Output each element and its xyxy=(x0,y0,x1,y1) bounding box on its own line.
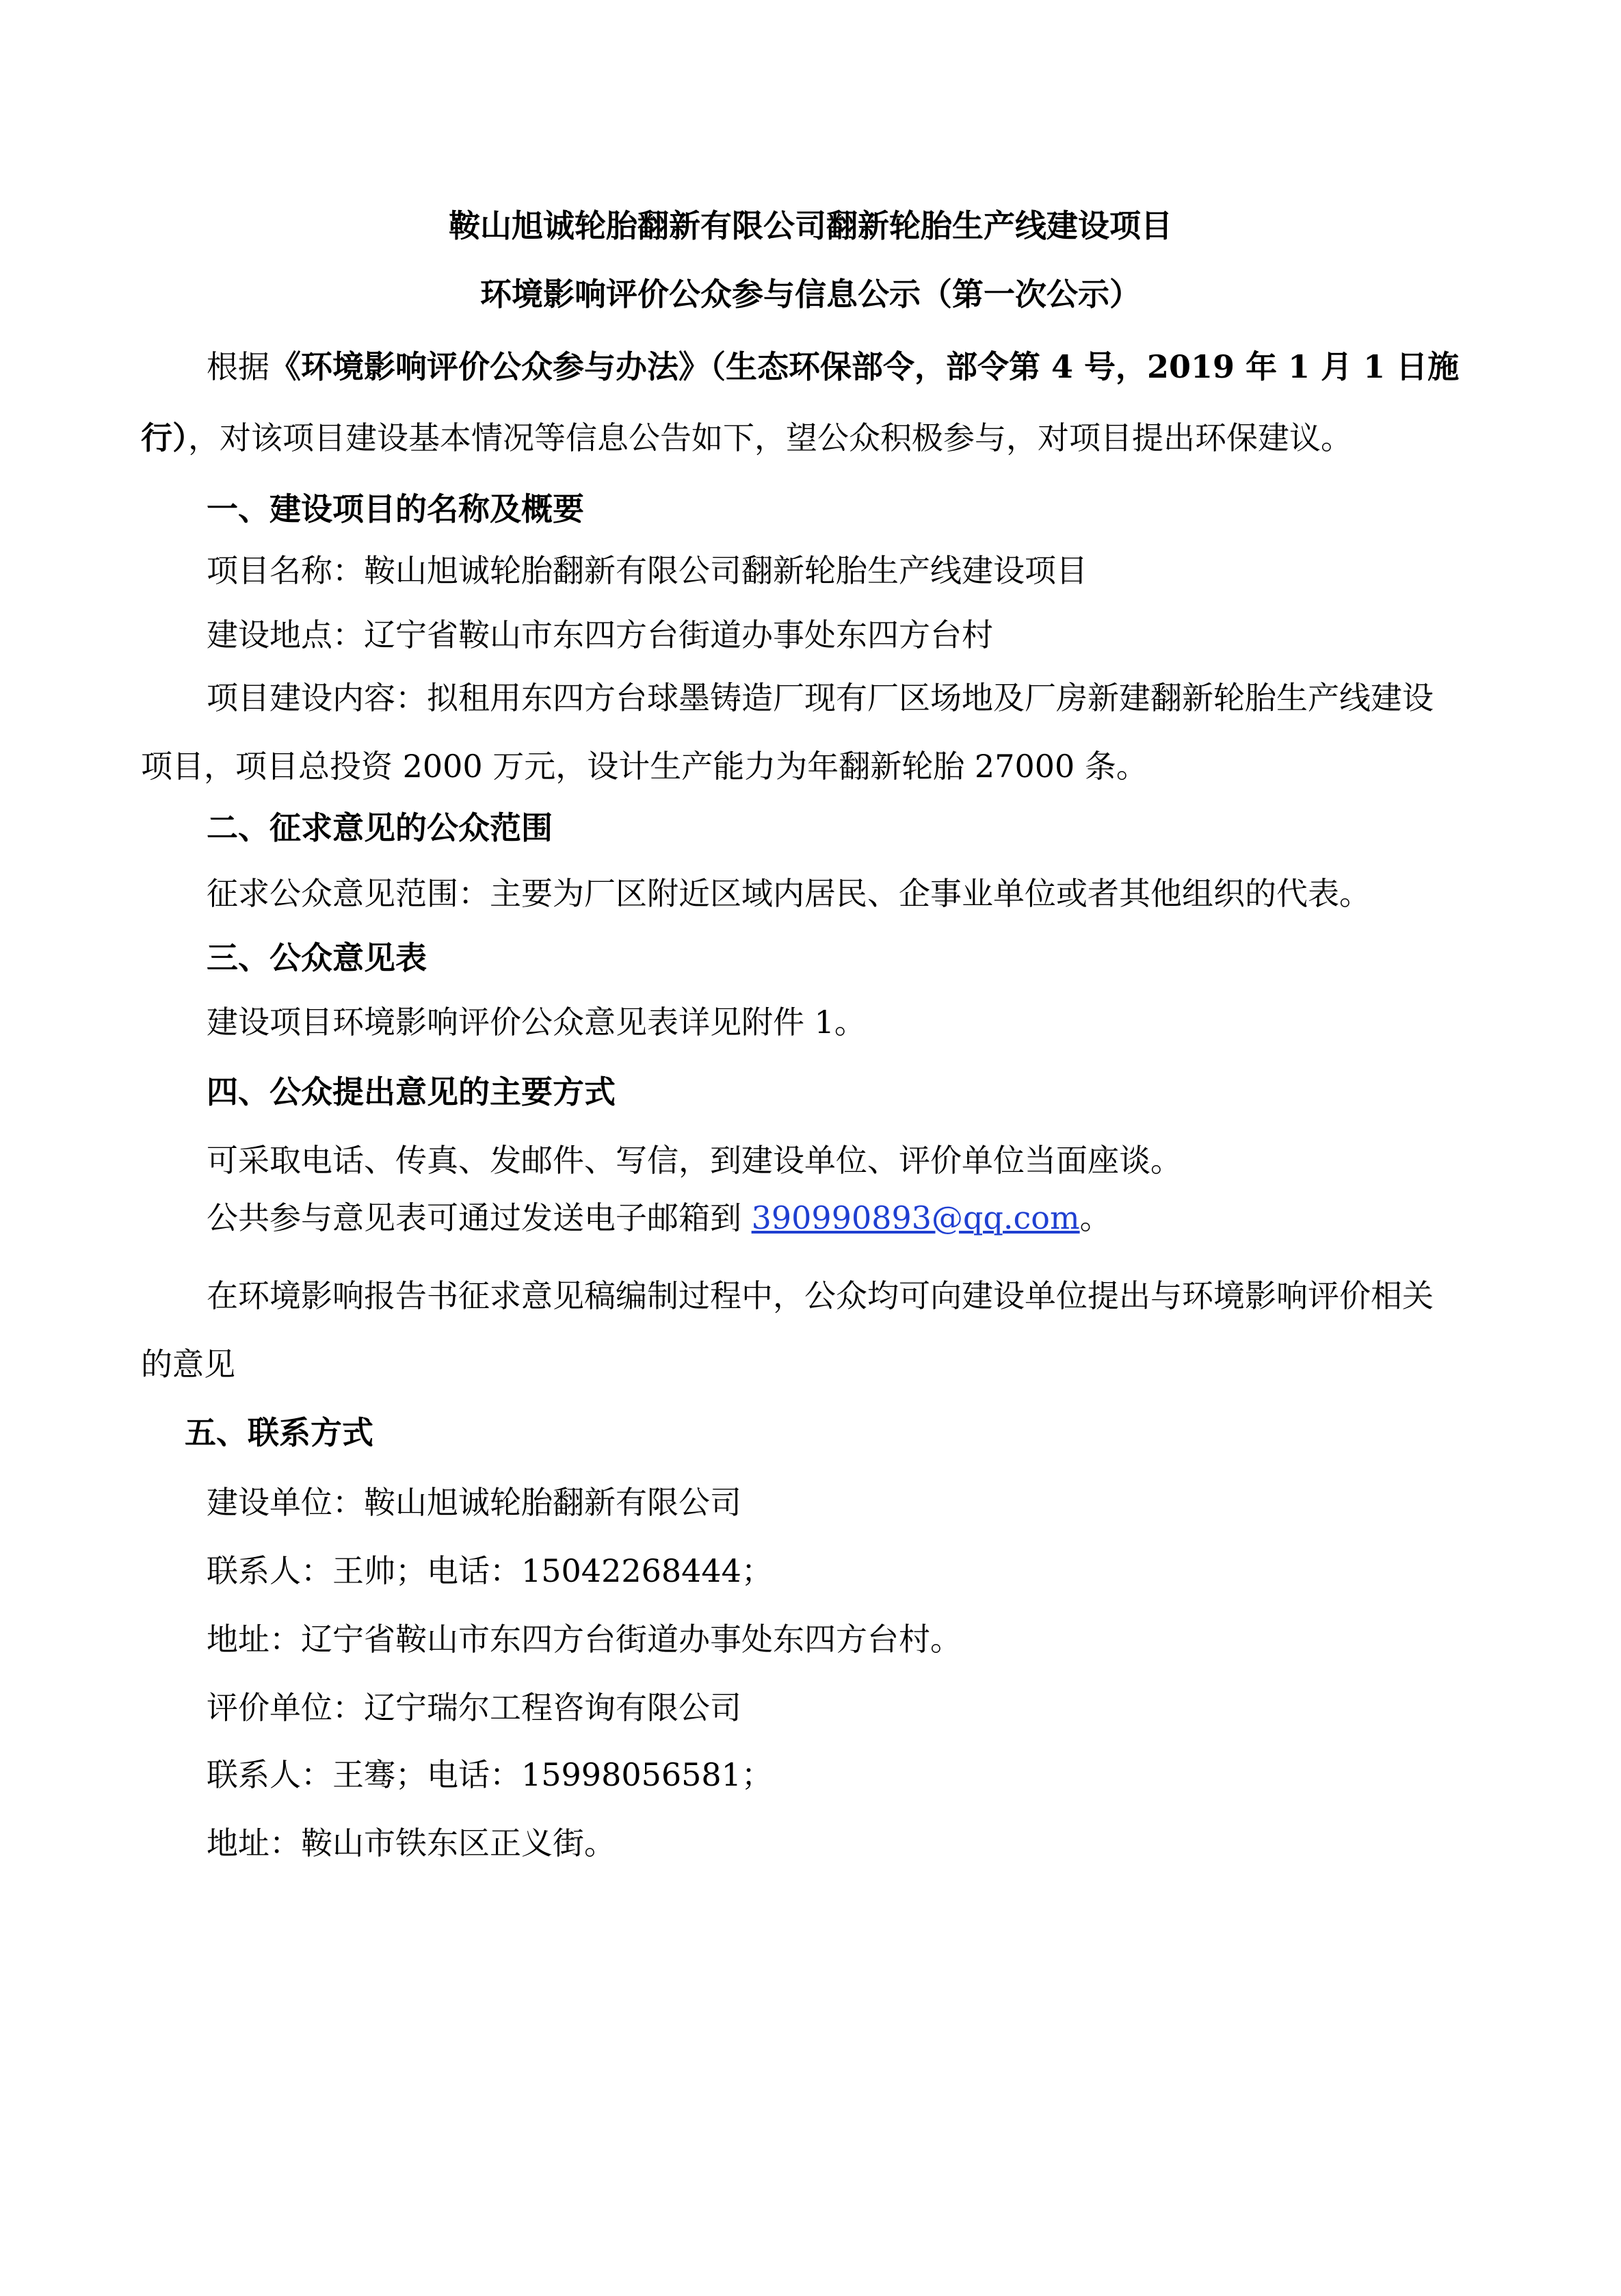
intro-regulation-continued: 行） xyxy=(141,419,188,456)
during-drafting-line-2: 的意见 xyxy=(141,1346,235,1383)
section-4-heading: 四、公众提出意见的主要方式 xyxy=(207,1073,616,1110)
builder-unit: 建设单位：鞍山旭诚轮胎翻新有限公司 xyxy=(207,1484,741,1521)
email-link[interactable]: 390990893@qq.com xyxy=(751,1199,1080,1236)
project-name: 项目名称：鞍山旭诚轮胎翻新有限公司翻新轮胎生产线建设项目 xyxy=(207,552,1088,589)
title-line-1: 鞍山旭诚轮胎翻新有限公司翻新轮胎生产线建设项目 xyxy=(449,207,1172,244)
intro-paragraph-line-1 xyxy=(207,346,1459,387)
email-line xyxy=(207,1197,1111,1238)
builder-address: 地址：辽宁省鞍山市东四方台街道办事处东四方台村。 xyxy=(207,1621,962,1658)
project-content-line-1: 项目建设内容：拟租用东四方台球墨铸造厂现有厂区场地及厂房新建翻新轮胎生产线建设 xyxy=(207,679,1434,716)
section-3-heading: 三、公众意见表 xyxy=(207,939,427,976)
intro-paragraph-line-2 xyxy=(141,417,1352,458)
eval-contact: 联系人：王骞；电话：15998056581； xyxy=(207,1756,773,1793)
feedback-methods: 可采取电话、传真、发邮件、写信，到建设单位、评价单位当面座谈。 xyxy=(207,1142,1182,1179)
opinion-form-text: 建设项目环境影响评价公众意见表详见附件 1。 xyxy=(207,1004,866,1041)
public-scope: 征求公众意见范围：主要为厂区附近区域内居民、企事业单位或者其他组织的代表。 xyxy=(207,875,1371,912)
section-1-heading: 一、建设项目的名称及概要 xyxy=(207,491,584,527)
project-location: 建设地点：辽宁省鞍山市东四方台街道办事处东四方台村 xyxy=(207,616,993,653)
eval-address: 地址：鞍山市铁东区正义街。 xyxy=(207,1825,616,1862)
section-2-heading: 二、征求意见的公众范围 xyxy=(207,809,553,846)
during-drafting-line-1: 在环境影响报告书征求意见稿编制过程中，公众均可向建设单位提出与环境影响评价相关 xyxy=(207,1277,1434,1314)
section-5-heading: 五、联系方式 xyxy=(185,1414,373,1451)
intro-regulation: 《环境影响评价公众参与办法》（生态环保部令，部令第 4 号，2019 年 1 月 1 日施 xyxy=(269,348,1460,385)
eval-unit: 评价单位：辽宁瑞尔工程咨询有限公司 xyxy=(207,1689,741,1726)
email-suffix: 。 xyxy=(1079,1199,1111,1236)
builder-contact: 联系人：王帅；电话：15042268444； xyxy=(207,1552,773,1589)
email-prefix: 公共参与意见表可通过发送电子邮箱到 xyxy=(207,1199,752,1236)
title-line-2: 环境影响评价公众参与信息公示（第一次公示） xyxy=(480,276,1141,313)
intro-rest: ，对该项目建设基本情况等信息公告如下，望公众积极参与，对项目提出环保建议。 xyxy=(188,419,1352,456)
intro-prefix: 根据 xyxy=(207,348,269,385)
project-content-line-2: 项目，项目总投资 2000 万元，设计生产能力为年翻新轮胎 27000 条。 xyxy=(141,748,1148,785)
